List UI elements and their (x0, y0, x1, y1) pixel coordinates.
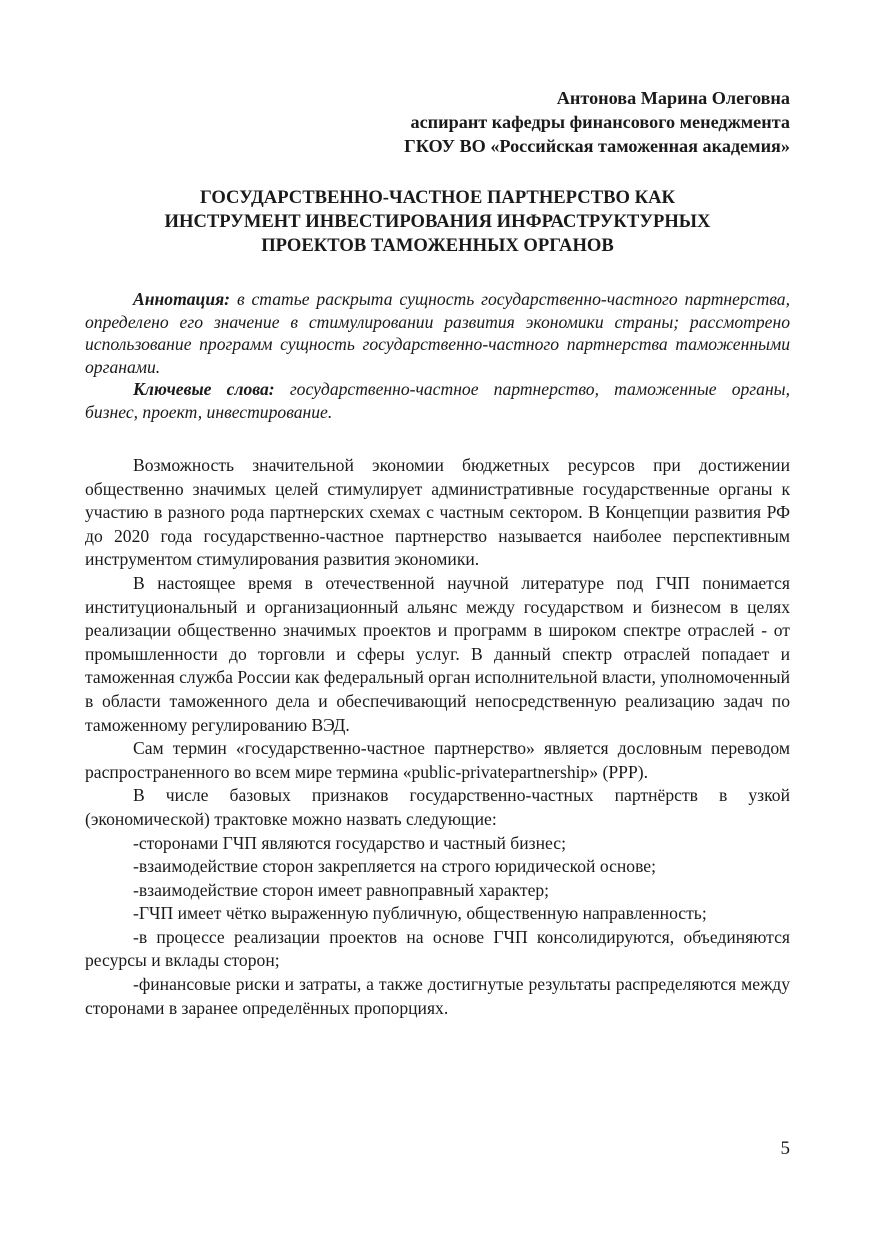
list-item: -в процессе реализации проектов на основе ГЧП консолидируются, объединяются ресурсы и вклады сторон; (85, 926, 790, 971)
author-name: Антонова Марина Олеговна (556, 88, 790, 108)
body-paragraph: В настоящее время в отечественной научной литературе под ГЧП понимается институциональный и организационный альянс между государством и бизнесом в целях реализации общественно значимых проектов и программ в широком спектре отраслей - от промышленности до торговли и сферы услуг. В данный спектр отраслей попадает и таможенная служба России как федеральный орган исполнительной власти, уполномоченный в области таможенного дела и обеспечивающий непосредственную реализацию задач по таможенному регулированию ВЭД. (85, 572, 790, 735)
keywords-text: государственно-частное партнерство, таможенные органы, бизнес, проект, инвестирование. (85, 379, 790, 422)
list-item: -сторонами ГЧП являются государство и частный бизнес; (133, 832, 566, 853)
list-item: -ГЧП имеет чётко выраженную публичную, общественную направленность; (133, 903, 707, 924)
keywords-label: Ключевые слова: (133, 379, 275, 399)
page-content (85, 86, 790, 1020)
body-paragraph: В числе базовых признаков государственно-частных партнёрств в узкой (экономической) трактовке можно назвать следующие: (85, 785, 790, 829)
title-line-1: ГОСУДАРСТВЕННО-ЧАСТНОЕ ПАРТНЕРСТВО КАК (199, 187, 676, 208)
list-item: -взаимодействие сторон имеет равноправный характер; (133, 879, 550, 900)
list-item: -финансовые риски и затраты, а также достигнутые результаты распределяются между сторонами в заранее определённых пропорциях. (85, 974, 790, 1018)
abstract-block (85, 288, 790, 423)
author-block (85, 86, 790, 158)
body-paragraph: Возможность значительной экономии бюджетных ресурсов при достижении общественно значимых целей стимулирует административные государственные органы к участию в разного рода партнерских схемах с частным сектором. В Концепции развития РФ до 2020 года государственно-частное партнерство называется наиболее перспективным инструментом стимулирования развития экономики. (85, 455, 790, 570)
abstract-text: в статье раскрыта сущность государственно-частного партнерства, определено его значение в стимулировании развития экономики страны; рассмотрено использование программ сущность государственно-частного партнерства таможенными органами. (85, 289, 790, 377)
author-position: аспирант кафедры финансового менеджмента (410, 112, 790, 132)
author-organization: ГКОУ ВО «Российская таможенная академия» (404, 136, 790, 156)
title-line-3: ПРОЕКТОВ ТАМОЖЕННЫХ ОРГАНОВ (261, 235, 614, 256)
body-paragraph: Сам термин «государственно-частное партнерство» является дословным переводом распространенного во всем мире термина «public-privatepartnership» (PPP). (85, 738, 790, 782)
article-body (85, 454, 790, 1020)
abstract-paragraph (85, 288, 790, 378)
list-item: -взаимодействие сторон закрепляется на строго юридической основе; (133, 856, 657, 877)
article-title (85, 186, 790, 258)
keywords-paragraph (85, 378, 790, 423)
abstract-label: Аннотация: (133, 289, 231, 309)
page-number: 5 (780, 1138, 790, 1159)
title-line-2: ИНСТРУМЕНТ ИНВЕСТИРОВАНИЯ ИНФРАСТРУКТУРНЫХ (164, 211, 711, 232)
